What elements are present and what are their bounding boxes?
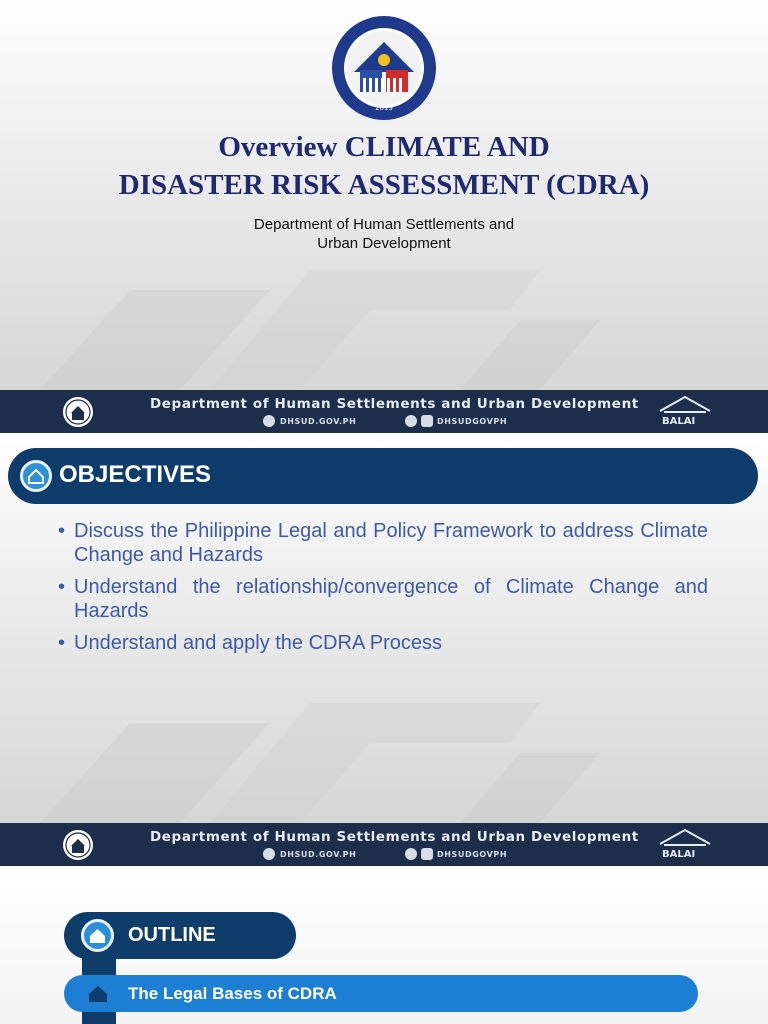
home-icon bbox=[81, 919, 114, 952]
objectives-list bbox=[58, 519, 708, 663]
outline-header bbox=[64, 912, 296, 959]
facebook-icon bbox=[405, 848, 417, 860]
slide-title-line1: Overview CLIMATE AND bbox=[218, 131, 550, 163]
balai-logo-icon bbox=[656, 828, 714, 862]
objectives-header bbox=[8, 448, 758, 504]
outline-slide bbox=[0, 866, 768, 1024]
list-item: • Understand the relationship/convergence of Climate Change and Hazards bbox=[58, 575, 708, 623]
slide-subtitle-line1: Department of Human Settlements and bbox=[253, 216, 515, 233]
slide-title-line2: DISASTER RISK ASSESSMENT (CDRA) bbox=[118, 169, 650, 201]
footer-social[interactable] bbox=[405, 415, 507, 427]
footer-website-text: DHSUD.GOV.PH bbox=[280, 416, 357, 426]
outline-item-label: The Legal Bases of CDRA bbox=[128, 984, 337, 1003]
list-item: • Discuss the Philippine Legal and Policy Framework to address Climate Change and Hazards bbox=[58, 519, 708, 567]
footer-department: Department of Human Settlements and Urban Development bbox=[150, 829, 639, 845]
objectives-slide bbox=[0, 433, 768, 823]
twitter-icon bbox=[421, 415, 433, 427]
footer-department: Department of Human Settlements and Urban Development bbox=[150, 396, 639, 412]
house-icon bbox=[88, 985, 108, 1003]
watermark-arrows-2 bbox=[40, 683, 740, 823]
slide-subtitle-line2: Urban Development bbox=[317, 235, 451, 252]
footer-social-text: DHSUDGOVPH bbox=[437, 849, 508, 859]
home-icon bbox=[20, 460, 52, 492]
twitter-icon bbox=[421, 848, 433, 860]
balai-logo-icon bbox=[656, 395, 714, 429]
svg-text:BALAI: BALAI bbox=[662, 416, 696, 427]
globe-icon bbox=[263, 415, 275, 427]
objectives-title: OBJECTIVES bbox=[59, 461, 212, 488]
slide-footer bbox=[0, 390, 768, 433]
footer-seal-icon bbox=[62, 396, 94, 428]
globe-icon bbox=[263, 848, 275, 860]
facebook-icon bbox=[405, 415, 417, 427]
footer-website-text: DHSUD.GOV.PH bbox=[280, 849, 357, 859]
svg-text:BALAI: BALAI bbox=[662, 849, 696, 860]
footer-website[interactable] bbox=[263, 848, 356, 860]
outline-item[interactable] bbox=[64, 975, 698, 1012]
outline-title: OUTLINE bbox=[128, 924, 216, 946]
title-slide bbox=[0, 0, 768, 390]
dhsud-seal-icon bbox=[330, 14, 438, 122]
list-item: • Understand and apply the CDRA Process bbox=[58, 631, 708, 655]
watermark-arrows bbox=[40, 250, 740, 390]
footer-social-text: DHSUDGOVPH bbox=[437, 416, 508, 426]
footer-seal-icon bbox=[62, 829, 94, 861]
slide-footer-2 bbox=[0, 823, 768, 866]
footer-website[interactable] bbox=[263, 415, 356, 427]
seal-year: 2019 bbox=[375, 104, 393, 112]
footer-social[interactable] bbox=[405, 848, 507, 860]
